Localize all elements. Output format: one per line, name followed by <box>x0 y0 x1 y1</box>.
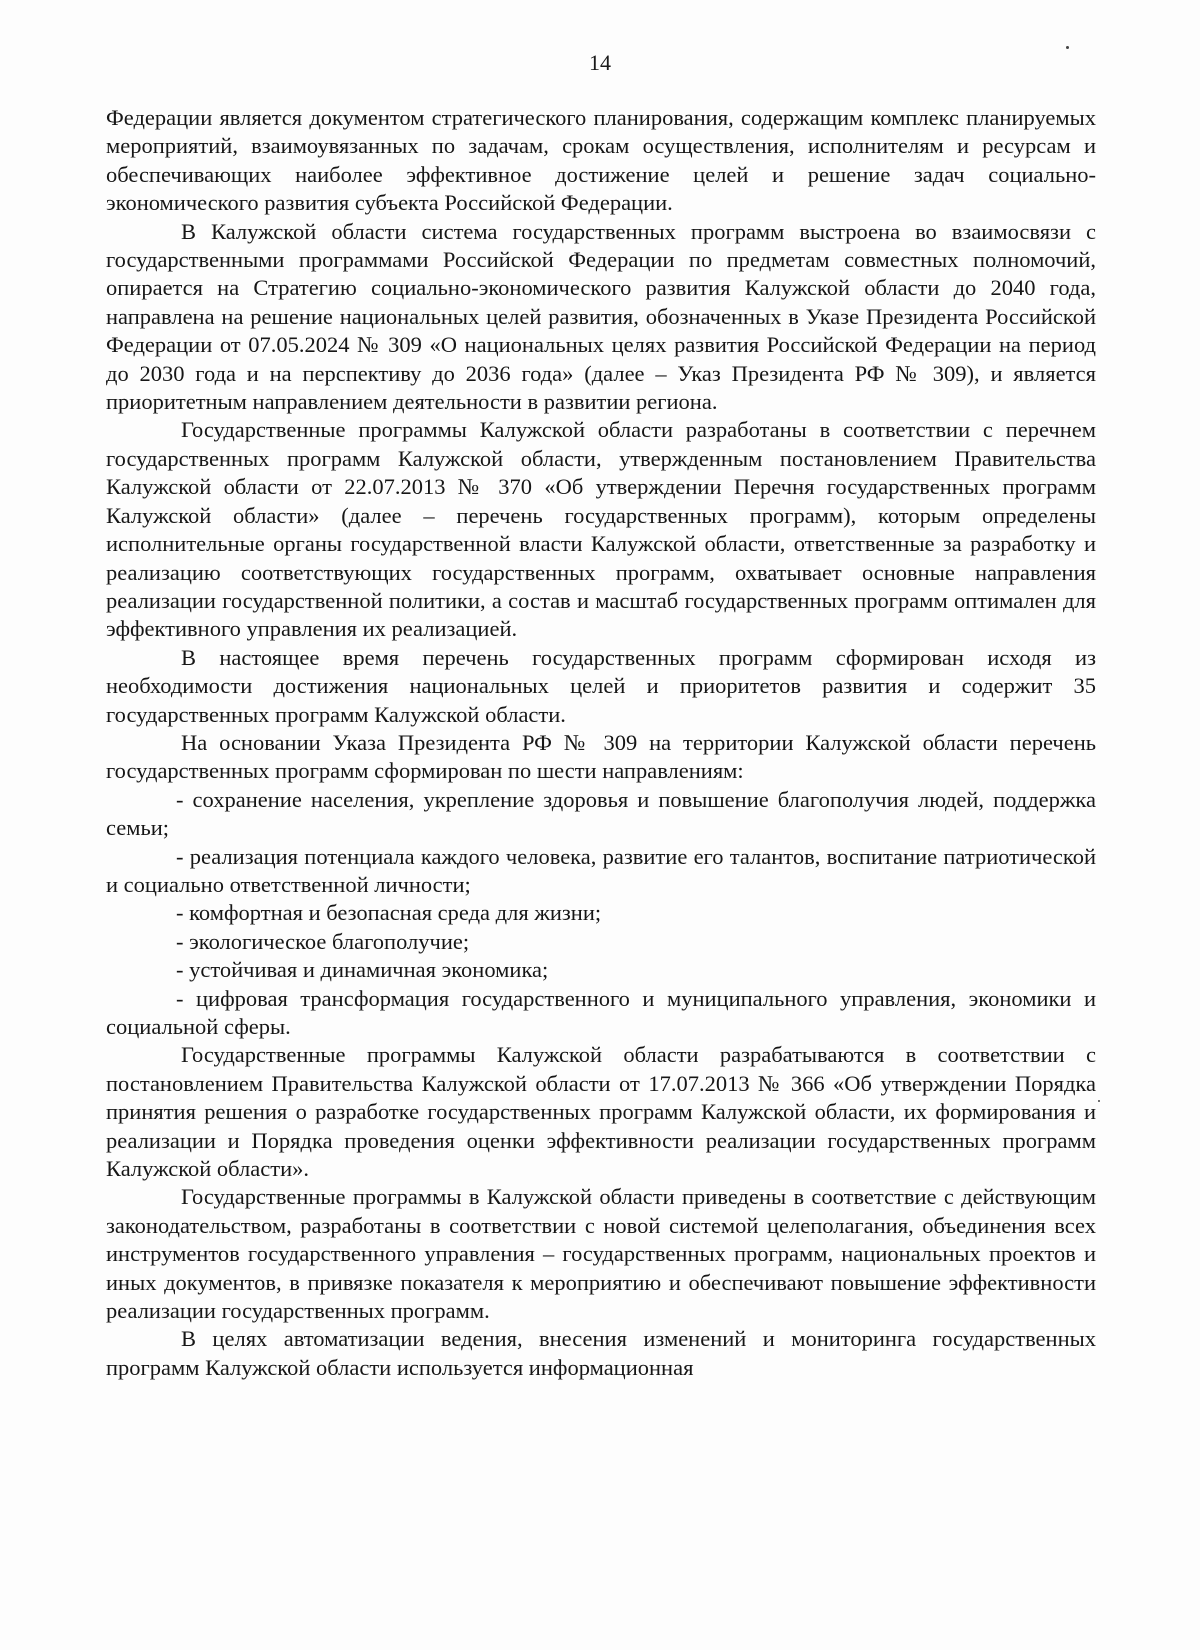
list-item-direction: - комфортная и безопасная среда для жизни; <box>176 900 602 926</box>
paragraph-directions-intro: На основании Указа Президента РФ № 309 на территории Калужской области перечень государственных программ сформирован по шести направлениям: <box>106 729 1096 784</box>
scan-speck <box>1066 46 1069 49</box>
scan-speck <box>1098 1100 1100 1102</box>
paragraph-continuation: Федерации является документом стратегического планирования, содержащим комплекс планируемых мероприятий, взаимоувязанных по задачам, срокам осуществления, исполнителям и ресурсам и обеспечивающих наиболее эффективное достижение целей и решение задач социально-экономического развития субъекта Российской Федерации. <box>106 105 1096 216</box>
page-number: 14 <box>589 50 611 75</box>
list-item-direction: - экологическое благополучие; <box>176 928 470 954</box>
list-item-direction: - цифровая трансформация государственного и муниципального управления, экономики и социальной сферы. <box>106 985 1096 1039</box>
document-body <box>106 104 1096 1382</box>
list-item-direction: - реализация потенциала каждого человека, развитие его талантов, воспитание патриотической и социально ответственной личности; <box>106 843 1096 897</box>
paragraph-current-list: В настоящее время перечень государственных программ сформирован исходя из необходимости достижения национальных целей и приоритетов развития и содержит 35 государственных программ Калужской области. <box>106 644 1096 727</box>
list-item-direction: - сохранение населения, укрепление здоровья и повышение благополучия людей, поддержка семьи; <box>106 786 1096 841</box>
list-item-direction: - устойчивая и динамичная экономика; <box>176 957 549 983</box>
paragraph-development-order: Государственные программы Калужской области разрабатываются в соответствии с постановлением Правительства Калужской области от 17.07.2013 № 366 «Об утверждении Порядка принятия решения о разработке государственных программ Калужской области, их формирования и реализации и Порядка проведения оценки эффективности реализации государственных программ Калужской области». <box>106 1042 1096 1182</box>
paragraph-automation: В целях автоматизации ведения, внесения изменений и мониторинга государственных программ Калужской области используется информационная <box>106 1326 1096 1380</box>
paragraph-program-list: Государственные программы Калужской области разработаны в соответствии с перечнем государственных программ Калужской области, утвержденным постановлением Правительства Калужской области от 22.07.2013 № 370 «Об утверждении Перечня государственных программ Калужской области» (далее – перечень государственных программ), которым определены исполнительные органы государственной власти Калужской области, ответственные за разработку и реализацию соответствующих государственных программ, охватывает основные направления реализации государственной политики, а состав и масштаб государственных программ оптимален для эффективного управления их реализацией. <box>106 417 1096 642</box>
paragraph-program-system: В Калужской области система государственных программ выстроена во взаимосвязи с государственными программами Российской Федерации по предметам совместных полномочий, опирается на Стратегию социально-экономического развития Калужской области до 2040 года, направлена на решение национальных целей развития, обозначенных в Указе Президента Российской Федерации от 07.05.2024 № 309 «О национальных целях развития Российской Федерации на период до 2030 года и на перспективу до 2036 года» (далее – Указ Президента РФ № 309), и является приоритетным направлением деятельности в развитии региона. <box>106 218 1096 415</box>
paragraph-legislation-compliance: Государственные программы в Калужской области приведены в соответствие с действующим законодательством, разработаны в соответствии с новой системой целеполагания, объединения всех инструментов государственного управления – государственных программ, национальных проектов и иных документов, в привязке показателя к мероприятию и обеспечивают повышение эффективности реализации государственных программ. <box>106 1184 1096 1324</box>
